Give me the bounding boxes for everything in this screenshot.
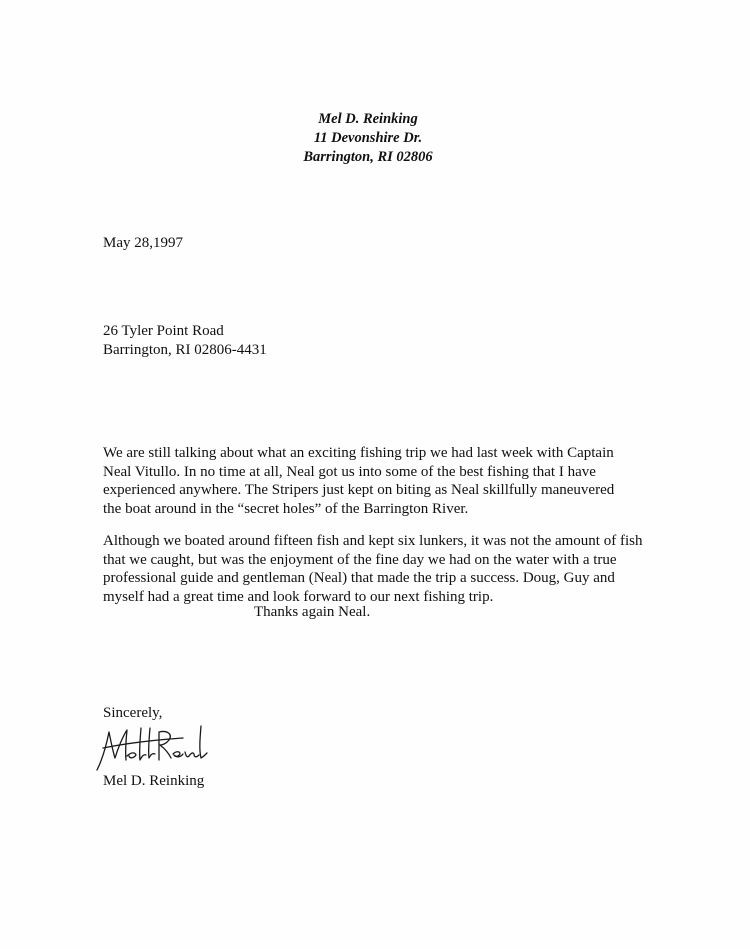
body-paragraph-1 (103, 444, 614, 518)
paragraph-line: professional guide and gentleman (Neal) that made the trip a success. Doug, Guy and (103, 570, 615, 586)
sender-city: Barrington, RI 02806 (303, 149, 433, 165)
signer-name: Mel D. Reinking (103, 773, 205, 789)
sender-street: 11 Devonshire Dr. (313, 130, 423, 146)
thanks-line: Thanks again Neal. (254, 604, 371, 620)
recipient-street: 26 Tyler Point Road (103, 323, 224, 339)
closing: Sincerely, (103, 705, 163, 721)
body-paragraph-2 (103, 532, 642, 606)
paragraph-line: experienced anywhere. The Stripers just kept on biting as Neal skillfully maneuvered (103, 482, 615, 498)
recipient-city: Barrington, RI 02806-4431 (103, 341, 267, 358)
paragraph-line: We are still talking about what an exciting fishing trip we had last week with Captain (103, 445, 614, 461)
signature (93, 718, 213, 776)
paragraph-line: that we caught, but was the enjoyment of the fine day we had on the water with a true (103, 551, 617, 568)
letter-date: May 28,1997 (103, 235, 183, 251)
paragraph-line: myself had a great time and look forward to our next fishing trip. (103, 588, 494, 605)
recipient-address (103, 322, 267, 359)
letterhead (0, 110, 736, 167)
paragraph-line: the boat around in the “secret holes” of the Barrington River. (103, 500, 469, 517)
sender-name: Mel D. Reinking (318, 111, 418, 127)
paragraph-line: Although we boated around fifteen fish and kept six lunkers, it was not the amount of fish (103, 533, 643, 549)
paragraph-line: Neal Vitullo. In no time at all, Neal got us into some of the best fishing that I have (103, 463, 596, 480)
